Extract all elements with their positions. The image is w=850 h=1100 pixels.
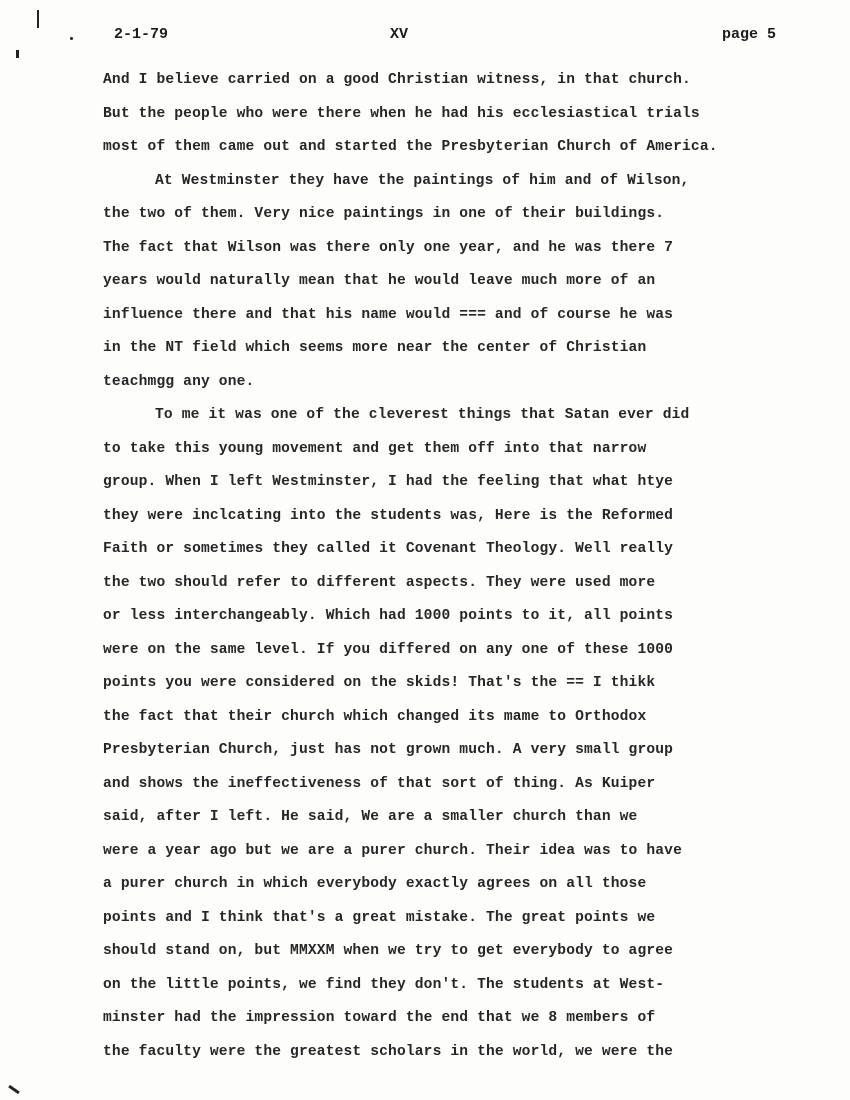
text-line: were a year ago but we are a purer church. Their idea was to have <box>103 842 682 859</box>
text-line: in the NT field which seems more near the center of Christian <box>103 340 647 356</box>
text-line: minster had the impression toward the end that we 8 members of <box>103 1010 656 1026</box>
text-line: The fact that Wilson was there only one year, and he was there 7 <box>103 239 674 256</box>
text-line: the two should refer to different aspects. They were used more <box>103 574 656 591</box>
text-line: the faculty were the greatest scholars in the world, we were the <box>103 1043 674 1060</box>
text-line: To me it was one of the cleverest things that Satan ever did <box>155 407 690 423</box>
header-page-number: page 5 <box>722 26 777 43</box>
text-line: group. When I left Westminster, I had the feeling that what htye <box>103 474 674 490</box>
text-line: most of them came out and started the Presbyterian Church of America. <box>103 139 718 155</box>
text-line: the fact that their church which changed its mame to Orthodox <box>103 708 647 725</box>
text-line: Faith or sometimes they called it Covenant Theology. Well really <box>103 541 674 557</box>
text-line: points and I think that's a great mistake. The great points we <box>103 909 656 926</box>
text-line: But the people who were there when he had his ecclesiastical trials <box>103 105 700 122</box>
header-date: 2-1-79 <box>114 26 169 43</box>
text-line: on the little points, we find they don't. The students at West- <box>103 976 665 993</box>
text-line: At Westminster they have the paintings of him and of Wilson, <box>155 172 690 189</box>
header-title: XV <box>390 26 409 43</box>
scan-mark <box>16 50 19 58</box>
text-line: years would naturally mean that he would leave much more of an <box>103 273 656 289</box>
text-line: they were inclcating into the students was, Here is the Reformed <box>103 507 674 524</box>
page-header <box>0 26 850 50</box>
text-line: a purer church in which everybody exactly agrees on all those <box>103 876 647 892</box>
text-line: teachmgg any one. <box>103 373 255 390</box>
text-line: points you were considered on the skids! That's the == I thikk <box>103 675 656 691</box>
text-line: should stand on, but MMXXM when we try to get everybody to agree <box>103 943 674 959</box>
text-line: to take this young movement and get them off into that narrow <box>103 440 647 457</box>
text-line: influence there and that his name would === and of course he was <box>103 306 674 323</box>
text-line: the two of them. Very nice paintings in one of their buildings. <box>103 206 665 222</box>
typed-body <box>103 64 823 1069</box>
text-line: were on the same level. If you differed on any one of these 1000 <box>103 641 674 658</box>
text-line: said, after I left. He said, We are a smaller church than we <box>103 809 638 825</box>
text-line: Presbyterian Church, just has not grown much. A very small group <box>103 742 674 758</box>
text-line: or less interchangeably. Which had 1000 points to it, all points <box>103 608 674 624</box>
scan-mark <box>8 1085 20 1094</box>
text-line: And I believe carried on a good Christian witness, in that church. <box>103 72 691 88</box>
text-line: and shows the ineffectiveness of that sort of thing. As Kuiper <box>103 775 656 792</box>
